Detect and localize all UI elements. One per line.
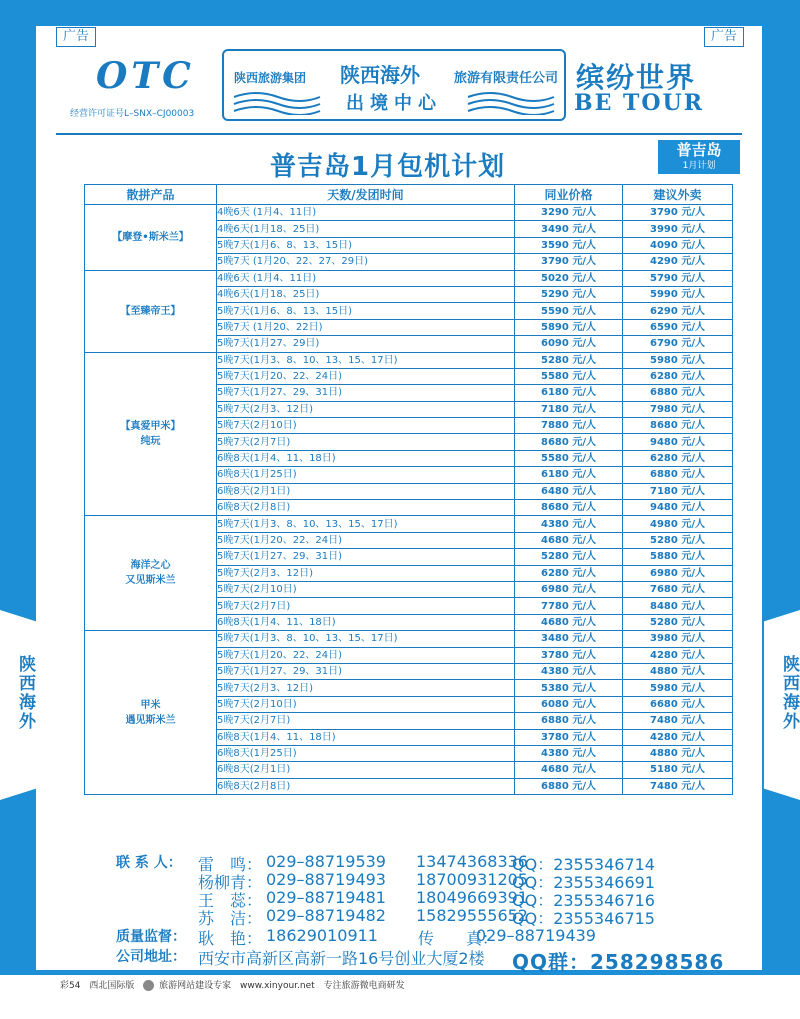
days-cell: 5晚7天(1月6、8、13、15日) xyxy=(217,303,515,319)
contact-name: 雷 鸣： xyxy=(198,855,263,874)
trade-price-cell: 6180 元/人 xyxy=(515,385,623,401)
table-row xyxy=(85,205,733,221)
retail-price-cell: 7480 元/人 xyxy=(623,713,733,729)
contact-qq: QQ：2355346716 xyxy=(512,891,655,910)
trade-price-cell: 6880 元/人 xyxy=(515,713,623,729)
contact-name: 王 蕊： xyxy=(198,891,263,910)
retail-price-cell: 3790 元/人 xyxy=(623,205,733,221)
days-cell: 6晚8天(1月4、11、18日) xyxy=(217,614,515,630)
trade-price-cell: 5580 元/人 xyxy=(515,450,623,466)
contact-qq: QQ：2355346714 xyxy=(512,855,655,874)
retail-price-cell: 7980 元/人 xyxy=(623,401,733,417)
retail-price-cell: 7680 元/人 xyxy=(623,581,733,597)
retail-price-cell: 5990 元/人 xyxy=(623,286,733,302)
trade-price-cell: 5280 元/人 xyxy=(515,352,623,368)
trade-price-cell: 6090 元/人 xyxy=(515,336,623,352)
trade-price-cell: 6080 元/人 xyxy=(515,696,623,712)
trade-price-cell: 4380 元/人 xyxy=(515,516,623,532)
days-cell: 4晚6天 (1月4、11日) xyxy=(217,205,515,221)
trade-price-cell: 5580 元/人 xyxy=(515,368,623,384)
trade-price-cell: 3480 元/人 xyxy=(515,631,623,647)
days-cell: 5晚7天(1月27、29日) xyxy=(217,336,515,352)
product-name: 甲米 遇见斯米兰 xyxy=(85,631,217,795)
contact-row xyxy=(116,870,716,892)
quality-label: 质量监督： xyxy=(116,929,186,945)
contact-tel: 029–88719482 xyxy=(266,906,386,925)
header-divider xyxy=(56,133,742,135)
days-cell: 6晚8天(1月4、11、18日) xyxy=(217,729,515,745)
trade-price-cell: 7780 元/人 xyxy=(515,598,623,614)
footer-slogan-2: 专注旅游微电商研发 xyxy=(323,981,405,991)
trade-price-cell: 5590 元/人 xyxy=(515,303,623,319)
brand-en: BE TOUR xyxy=(574,90,705,116)
contact-qq: QQ：2355346715 xyxy=(512,909,655,928)
days-cell: 5晚7天(1月27、29、31日) xyxy=(217,385,515,401)
partner-logo-icon xyxy=(143,980,154,991)
retail-price-cell: 4880 元/人 xyxy=(623,745,733,761)
license-number: 经营许可证号L–SNX–CJ00003 xyxy=(70,109,195,119)
ad-label-left: 广告 xyxy=(56,27,96,47)
trade-price-cell: 4380 元/人 xyxy=(515,663,623,679)
days-cell: 5晚7天(2月10日) xyxy=(217,696,515,712)
contact-row xyxy=(116,888,716,910)
contact-mobile: 18700931205 xyxy=(416,870,528,889)
retail-price-cell: 3990 元/人 xyxy=(623,221,733,237)
retail-price-cell: 4980 元/人 xyxy=(623,516,733,532)
contact-tel: 029–88719493 xyxy=(266,870,386,889)
days-cell: 5晚7天(2月3、12日) xyxy=(217,565,515,581)
contact-name: 杨柳青： xyxy=(198,873,263,892)
trade-price-cell: 7880 元/人 xyxy=(515,418,623,434)
trade-price-cell: 3780 元/人 xyxy=(515,729,623,745)
side-label-right: 陕西海外 xyxy=(779,655,799,731)
footer xyxy=(60,978,411,991)
retail-price-cell: 4280 元/人 xyxy=(623,647,733,663)
days-cell: 4晚6天(1月18、25日) xyxy=(217,221,515,237)
retail-price-cell: 7180 元/人 xyxy=(623,483,733,499)
days-cell: 4晚6天 (1月4、11日) xyxy=(217,270,515,286)
fax-number: 029–88719439 xyxy=(476,926,596,945)
days-cell: 5晚7天(1月6、8、13、15日) xyxy=(217,237,515,253)
retail-price-cell: 5280 元/人 xyxy=(623,532,733,548)
retail-price-cell: 3980 元/人 xyxy=(623,631,733,647)
department-name: 出境中心 xyxy=(346,93,442,114)
product-name: 海洋之心 又见斯米兰 xyxy=(85,516,217,631)
days-cell: 5晚7天(2月10日) xyxy=(217,581,515,597)
trade-price-cell: 3290 元/人 xyxy=(515,205,623,221)
header-days: 天数/发团时间 xyxy=(217,185,515,205)
days-cell: 5晚7天(1月20、22、24日) xyxy=(217,532,515,548)
trade-price-cell: 3790 元/人 xyxy=(515,254,623,270)
contact-mobile: 18049669391 xyxy=(416,888,528,907)
days-cell: 6晚8天(1月4、11、18日) xyxy=(217,450,515,466)
retail-price-cell: 5980 元/人 xyxy=(623,680,733,696)
quality-name: 耿 艳： xyxy=(198,929,263,948)
trade-price-cell: 3590 元/人 xyxy=(515,237,623,253)
contact-mobile: 13474368336 xyxy=(416,852,528,871)
table-row xyxy=(85,631,733,647)
page-number: 彩54 xyxy=(60,981,81,991)
otc-logo: OTC xyxy=(96,55,195,97)
product-name: 【真爱甲米】 纯玩 xyxy=(85,352,217,516)
days-cell: 5晚7天(1月20、22、24日) xyxy=(217,368,515,384)
days-cell: 5晚7天(1月3、8、10、13、15、17日) xyxy=(217,516,515,532)
header-retail-price: 建议外卖 xyxy=(623,185,733,205)
contacts-label: 联 系 人： xyxy=(116,855,182,871)
trade-price-cell: 6180 元/人 xyxy=(515,467,623,483)
days-cell: 5晚7天(2月7日) xyxy=(217,434,515,450)
trade-price-cell: 6280 元/人 xyxy=(515,565,623,581)
product-name: 【摩登•斯米兰】 xyxy=(85,205,217,271)
trade-price-cell: 5020 元/人 xyxy=(515,270,623,286)
days-cell: 5晚7天 (1月20、22日) xyxy=(217,319,515,335)
wave-icon xyxy=(466,89,556,115)
contact-row xyxy=(116,852,716,874)
trade-price-cell: 5290 元/人 xyxy=(515,286,623,302)
contact-qq: QQ：2355346691 xyxy=(512,873,655,892)
retail-price-cell: 5880 元/人 xyxy=(623,549,733,565)
days-cell: 5晚7天 (1月20、22、27、29日) xyxy=(217,254,515,270)
trade-price-cell: 6480 元/人 xyxy=(515,483,623,499)
retail-price-cell: 5980 元/人 xyxy=(623,352,733,368)
retail-price-cell: 9480 元/人 xyxy=(623,434,733,450)
retail-price-cell: 9480 元/人 xyxy=(623,500,733,516)
quality-mobile: 18629010911 xyxy=(266,926,378,945)
table-header-row xyxy=(85,185,733,205)
days-cell: 6晚8天(2月8日) xyxy=(217,500,515,516)
trade-price-cell: 4680 元/人 xyxy=(515,762,623,778)
contact-tel: 029–88719481 xyxy=(266,888,386,907)
footer-url[interactable]: www.xinyour.net xyxy=(239,981,315,991)
company-banner xyxy=(222,49,566,121)
badge-dest: 普吉岛 xyxy=(676,141,722,159)
days-cell: 5晚7天(1月3、8、10、13、15、17日) xyxy=(217,631,515,647)
retail-price-cell: 7480 元/人 xyxy=(623,778,733,794)
retail-price-cell: 6790 元/人 xyxy=(623,336,733,352)
days-cell: 6晚8天(1月25日) xyxy=(217,467,515,483)
destination-badge xyxy=(658,140,740,174)
header-trade-price: 同业价格 xyxy=(515,185,623,205)
days-cell: 6晚8天(2月1日) xyxy=(217,762,515,778)
retail-price-cell: 5790 元/人 xyxy=(623,270,733,286)
days-cell: 5晚7天(2月7日) xyxy=(217,713,515,729)
trade-price-cell: 4680 元/人 xyxy=(515,532,623,548)
days-cell: 5晚7天(1月27、29、31日) xyxy=(217,549,515,565)
retail-price-cell: 5180 元/人 xyxy=(623,762,733,778)
brand-cn: 缤纷世界 xyxy=(576,61,697,94)
company-suffix: 旅游有限责任公司 xyxy=(453,71,558,86)
days-cell: 5晚7天(2月3、12日) xyxy=(217,680,515,696)
retail-price-cell: 8680 元/人 xyxy=(623,418,733,434)
trade-price-cell: 5280 元/人 xyxy=(515,549,623,565)
retail-price-cell: 6880 元/人 xyxy=(623,385,733,401)
trade-price-cell: 6980 元/人 xyxy=(515,581,623,597)
company-name: 陕西海外 xyxy=(340,63,420,87)
days-cell: 6晚8天(1月25日) xyxy=(217,745,515,761)
badge-sub: 1月计划 xyxy=(682,161,716,171)
table-row xyxy=(85,516,733,532)
retail-price-cell: 8480 元/人 xyxy=(623,598,733,614)
trade-price-cell: 8680 元/人 xyxy=(515,500,623,516)
retail-price-cell: 6590 元/人 xyxy=(623,319,733,335)
address-text: 西安市高新区高新一路16号创业大厦2楼 xyxy=(198,949,485,968)
address-label: 公司地址： xyxy=(116,949,186,965)
trade-price-cell: 3490 元/人 xyxy=(515,221,623,237)
days-cell: 5晚7天(1月27、29、31日) xyxy=(217,663,515,679)
qq-group: QQ群：258298586 xyxy=(512,950,725,974)
table-row xyxy=(85,352,733,368)
page-title: 普吉岛1月包机计划 xyxy=(270,152,506,182)
side-label-left: 陕西海外 xyxy=(15,655,35,731)
contact-mobile: 15829555652 xyxy=(416,906,528,925)
contact-name: 苏 洁： xyxy=(198,909,263,928)
days-cell: 5晚7天(2月10日) xyxy=(217,418,515,434)
trade-price-cell: 4680 元/人 xyxy=(515,614,623,630)
retail-price-cell: 4280 元/人 xyxy=(623,729,733,745)
trade-price-cell: 3780 元/人 xyxy=(515,647,623,663)
retail-price-cell: 6980 元/人 xyxy=(623,565,733,581)
contact-row xyxy=(116,906,716,928)
product-name: 【至臻帝王】 xyxy=(85,270,217,352)
retail-price-cell: 6280 元/人 xyxy=(623,368,733,384)
retail-price-cell: 6280 元/人 xyxy=(623,450,733,466)
days-cell: 5晚7天(2月7日) xyxy=(217,598,515,614)
days-cell: 6晚8天(2月8日) xyxy=(217,778,515,794)
retail-price-cell: 4290 元/人 xyxy=(623,254,733,270)
header-product: 散拼产品 xyxy=(85,185,217,205)
trade-price-cell: 5890 元/人 xyxy=(515,319,623,335)
retail-price-cell: 4090 元/人 xyxy=(623,237,733,253)
retail-price-cell: 6880 元/人 xyxy=(623,467,733,483)
days-cell: 6晚8天(2月1日) xyxy=(217,483,515,499)
retail-price-cell: 4880 元/人 xyxy=(623,663,733,679)
trade-price-cell: 8680 元/人 xyxy=(515,434,623,450)
footer-slogan-1: 旅游网站建设专家 xyxy=(159,981,232,991)
retail-price-cell: 6680 元/人 xyxy=(623,696,733,712)
trade-price-cell: 7180 元/人 xyxy=(515,401,623,417)
group-name: 陕西旅游集团 xyxy=(234,71,307,85)
price-table xyxy=(84,184,733,795)
days-cell: 5晚7天(1月3、8、10、13、15、17日) xyxy=(217,352,515,368)
days-cell: 5晚7天(2月3、12日) xyxy=(217,401,515,417)
days-cell: 5晚7天(1月20、22、24日) xyxy=(217,647,515,663)
retail-price-cell: 6290 元/人 xyxy=(623,303,733,319)
trade-price-cell: 5380 元/人 xyxy=(515,680,623,696)
edition-name: 西北国际版 xyxy=(89,981,135,991)
fax-label: 传 真： xyxy=(418,929,499,948)
trade-price-cell: 4380 元/人 xyxy=(515,745,623,761)
days-cell: 4晚6天(1月18、25日) xyxy=(217,286,515,302)
retail-price-cell: 5280 元/人 xyxy=(623,614,733,630)
table-row xyxy=(85,270,733,286)
trade-price-cell: 6880 元/人 xyxy=(515,778,623,794)
ad-label-right: 广告 xyxy=(704,27,744,47)
contact-tel: 029–88719539 xyxy=(266,852,386,871)
